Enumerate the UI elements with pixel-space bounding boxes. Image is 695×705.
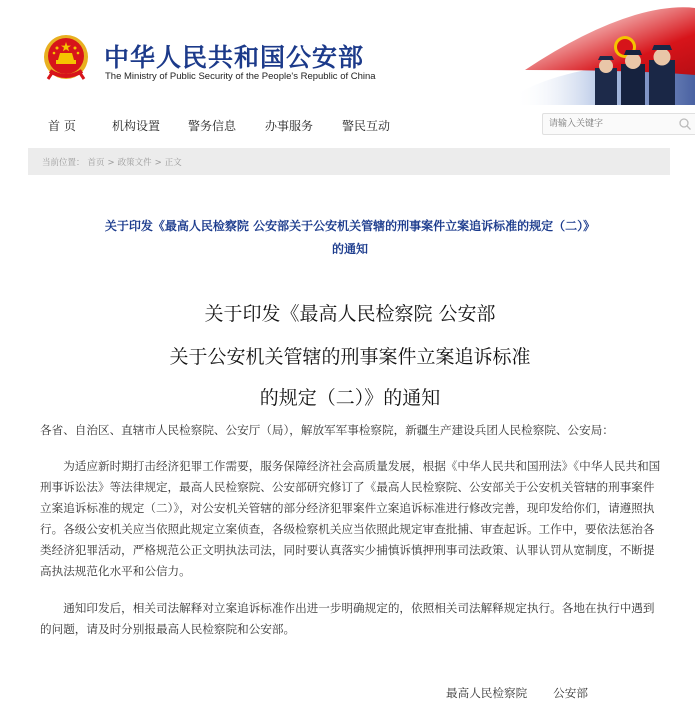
addressee: 各省、自治区、直辖市人民检察院、公安厅（局），解放军军事检察院，新疆生产建设兵团人民检察院、公安局：	[40, 423, 614, 437]
national-emblem-icon	[42, 33, 90, 83]
nav-item-services[interactable]: 办事服务	[265, 119, 314, 133]
search-input[interactable]	[549, 116, 669, 132]
nav-item-organization[interactable]: 机构设置	[112, 119, 161, 133]
article-header-title-line1: 关于印发《最高人民检察院 公安部关于公安机关管辖的刑事案件立案追诉标准的规定（二）》	[104, 219, 596, 233]
site-header	[0, 0, 695, 105]
breadcrumb-label: 当前位置：	[42, 158, 85, 168]
doc-title-line1: 关于印发《最高人民检察院 公安部	[204, 303, 496, 325]
breadcrumb-link-policy[interactable]: 政策文件	[117, 158, 152, 168]
search-box	[542, 113, 695, 135]
nav-item-police-info[interactable]: 警务信息	[188, 119, 237, 133]
nav-item-interaction[interactable]: 警民互动	[342, 119, 391, 133]
breadcrumb-separator: >	[107, 158, 115, 168]
doc-title-line3: 的规定（二）》的通知	[259, 387, 441, 409]
doc-title-line2: 关于公安机关管辖的刑事案件立案追诉标准	[169, 346, 531, 368]
nav-item-home[interactable]: 首 页	[48, 119, 76, 133]
breadcrumb-text	[42, 156, 185, 168]
signature	[446, 685, 588, 701]
signatory-procuratorate: 最高人民检察院	[446, 686, 528, 700]
paragraph-2: 通知印发后，相关司法解释对立案追诉标准作出进一步明确规定的，依照相关司法解释规定执行。各地在执行中遇到的问题，请及时分别报最高人民检察院和公安部。	[40, 601, 655, 636]
main-nav	[28, 110, 670, 140]
police-banner-image	[495, 0, 695, 105]
breadcrumb	[28, 148, 670, 175]
breadcrumb-current: 正文	[164, 158, 182, 168]
search-icon[interactable]	[678, 117, 692, 131]
breadcrumb-separator: >	[154, 158, 162, 168]
article-header-title-line2: 的通知	[331, 242, 368, 256]
site-title: 中华人民共和国公安部	[104, 43, 365, 72]
signatory-ministry: 公安部	[553, 686, 588, 700]
site-subtitle: The Ministry of Public Security of the People's Republic of China	[105, 71, 376, 82]
paragraph-1: 为适应新时期打击经济犯罪工作需要，服务保障经济社会高质量发展，根据《中华人民共和国刑法》《中华人民共和国刑事诉讼法》等法律规定，最高人民检察院、公安部研究修订了《最高人民检察院、公安部关于公安机关管辖的刑事案件立案追诉标准的规定（二）》，对公安机关管辖的部分经济犯罪案件立案追诉标准进行修改完善，现印发给你们，请遵照执行。各级公安机关应当依照此规定立案侦查，各级检察机关应当依照此规定审查批捕、审查起诉。工作中，要依法惩治各类经济犯罪活动，严格规范公正文明执法司法，同时要认真落实少捕慎诉慎押刑事司法政策、认罪认罚从宽制度，不断提高执法规范化水平和公信力。	[40, 459, 661, 578]
breadcrumb-link-home[interactable]: 首页	[87, 158, 105, 168]
